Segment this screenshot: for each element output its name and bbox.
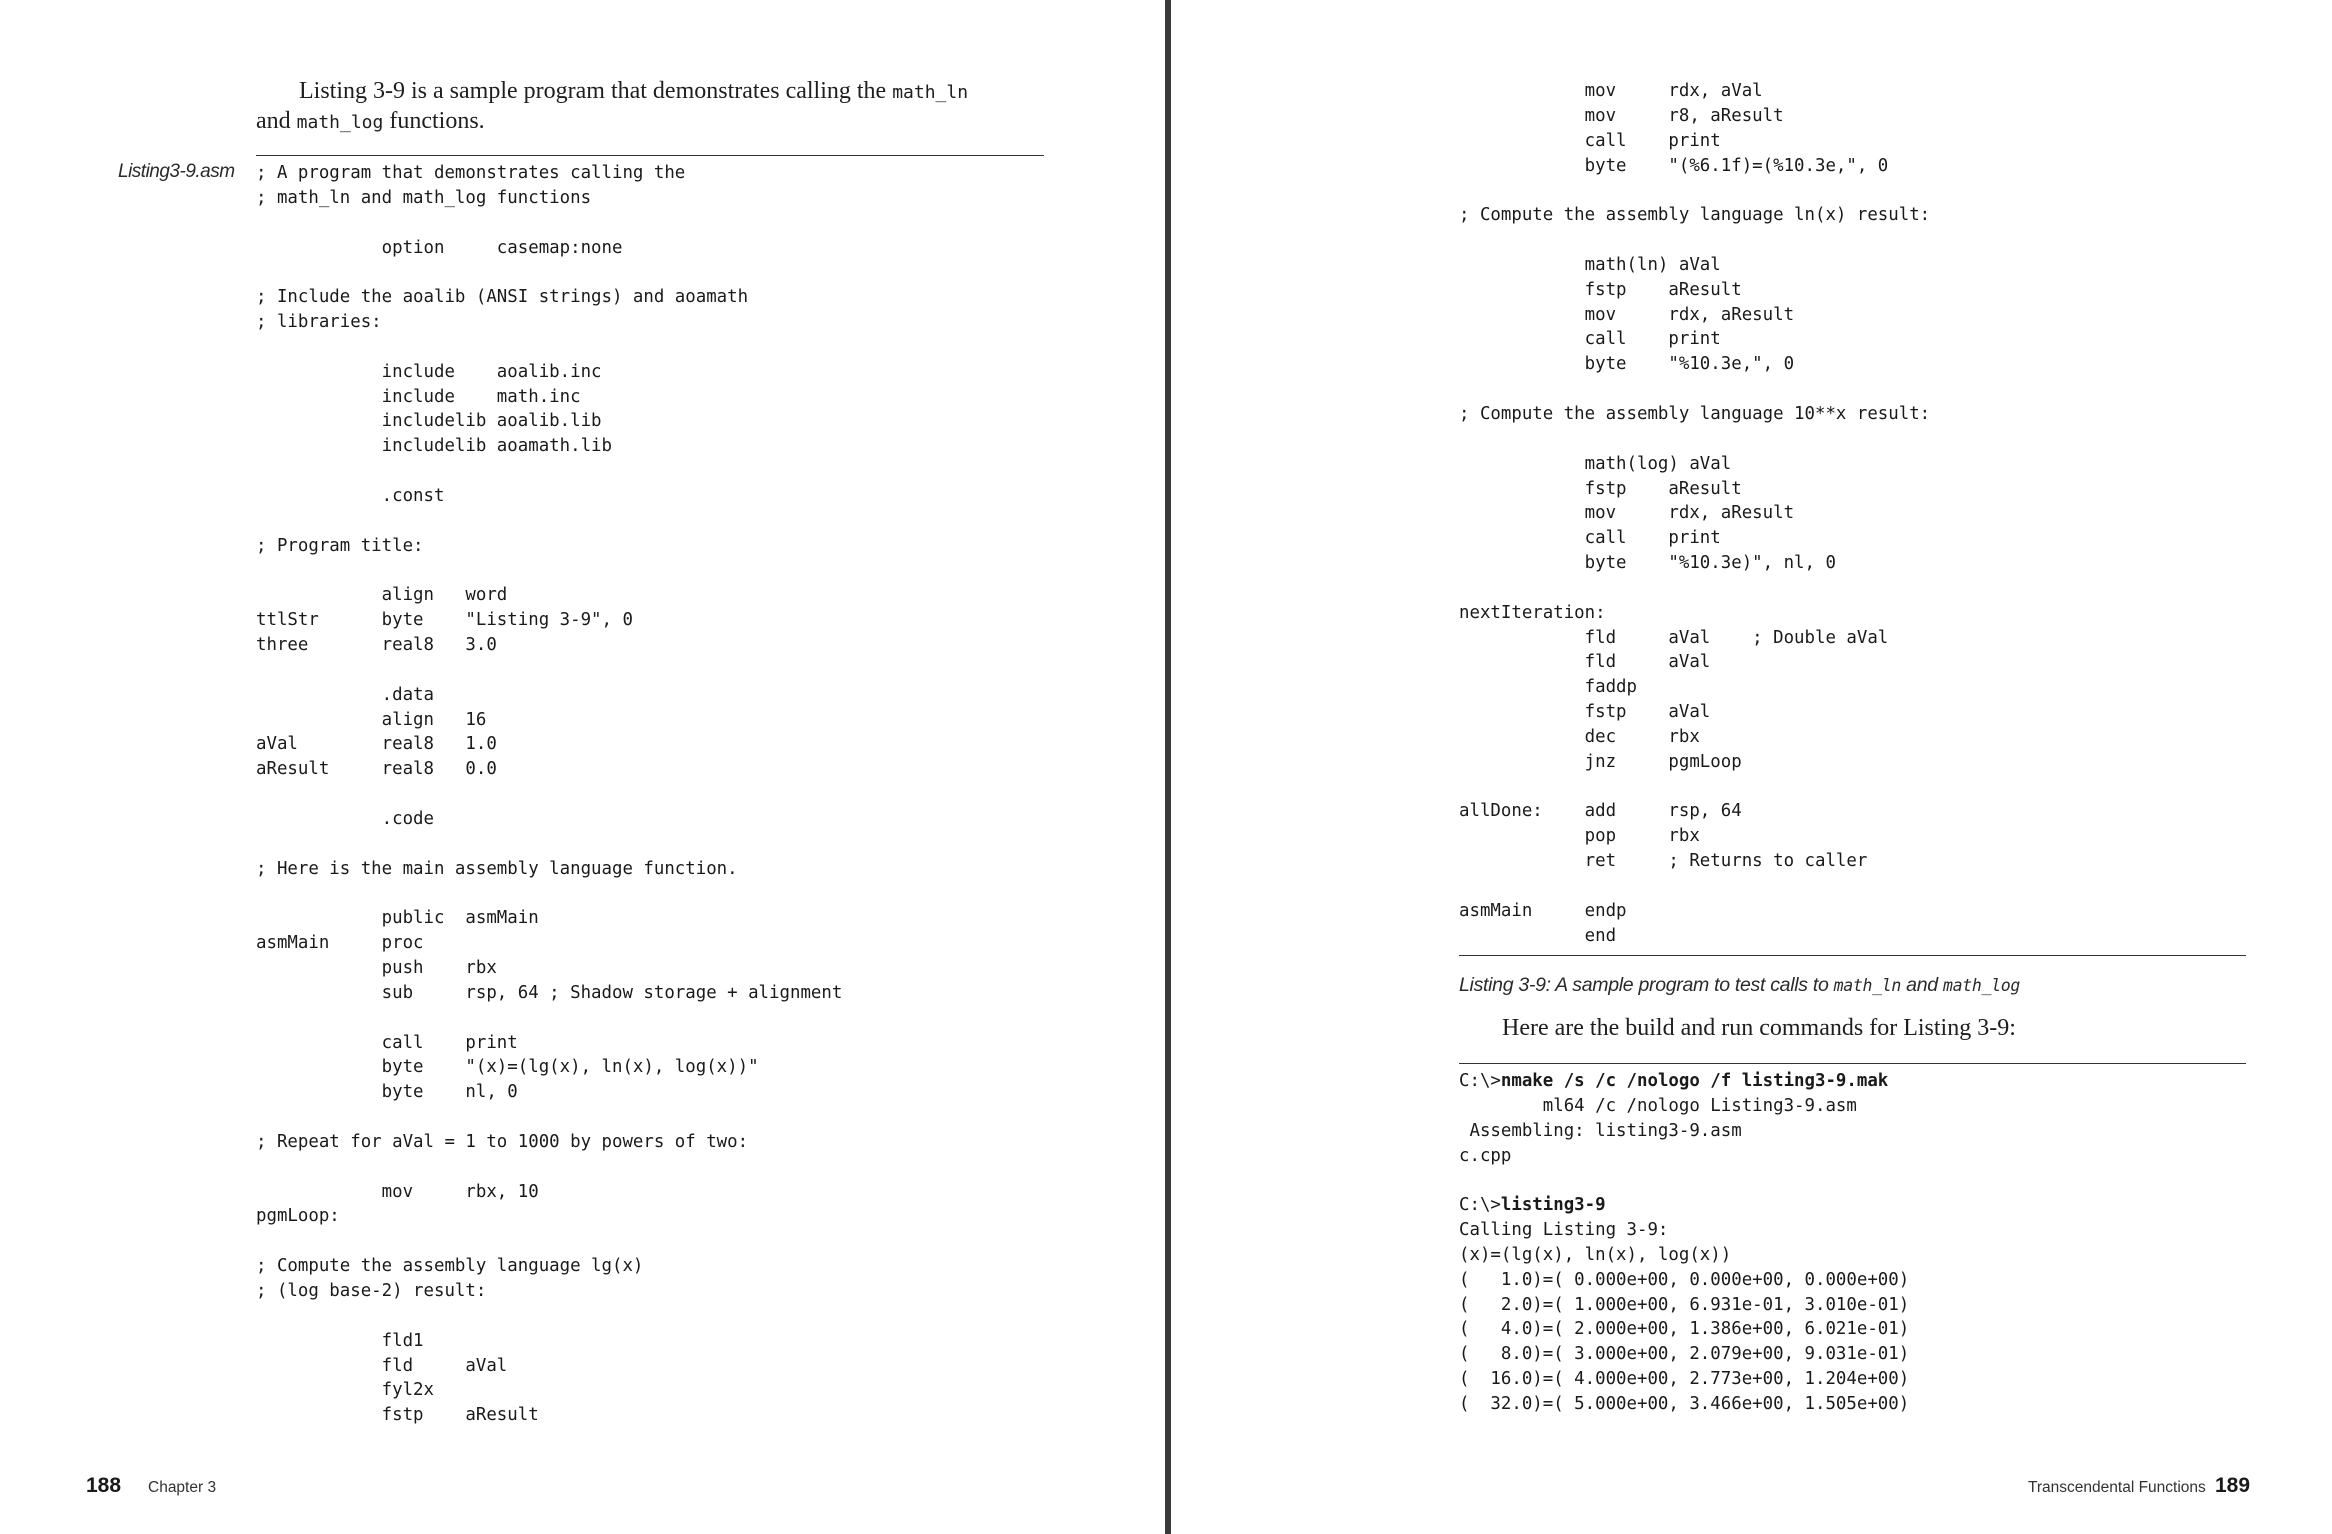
code-line: ret ; Returns to caller (1459, 851, 1868, 872)
code-line: nextIteration: (1459, 602, 1606, 623)
code-line (256, 459, 842, 484)
code-line: call print (256, 1032, 518, 1053)
page-number-right: 189 (2215, 1474, 2251, 1497)
code-line: ; Compute the assembly language 10**x result: (1459, 403, 1931, 424)
code-line: mov rdx, aResult (1459, 503, 1795, 524)
terminal-command-line-2 (1459, 1193, 1909, 1218)
code-line (256, 509, 842, 534)
code-line: asmMain endp (1459, 900, 1627, 921)
listing-bottom-rule (1459, 955, 2246, 956)
code-line: byte "%10.3e)", nl, 0 (1459, 553, 1836, 574)
code-line: .code (256, 808, 434, 829)
code-line: ; Compute the assembly language lg(x) (256, 1256, 644, 1277)
terminal-output-block-2 (1459, 1218, 1909, 1417)
terminal-line: ( 4.0)=( 2.000e+00, 1.386e+00, 6.021e-01) (1459, 1319, 1910, 1340)
code-line: aVal real8 1.0 (256, 734, 497, 755)
code-line: .const (256, 485, 445, 506)
code-line: ; math_ln and math_log functions (256, 187, 592, 208)
terminal-top-rule (1459, 1063, 2246, 1064)
caption-text-1: Listing 3-9: A sample program to test calls to (1459, 974, 1834, 996)
code-line: ; A program that demonstrates calling the (256, 163, 686, 183)
code-line: ttlStr byte "Listing 3-9", 0 (256, 610, 633, 631)
code-line: fstp aResult (1459, 279, 1742, 300)
left-page (0, 0, 1165, 1534)
code-line: dec rbx (1459, 726, 1700, 747)
code-line: asmMain proc (256, 933, 424, 954)
code-line (1459, 228, 1930, 253)
code-line (256, 1006, 842, 1031)
code-line: ; libraries: (256, 312, 382, 333)
code-line: allDone: add rsp, 64 (1459, 801, 1742, 822)
code-line: ; Repeat for aVal = 1 to 1000 by powers of two: (256, 1131, 749, 1152)
code-line: includelib aoamath.lib (256, 436, 612, 457)
running-head-left: Chapter 3 (148, 1479, 217, 1496)
code-line (256, 559, 842, 584)
code-line: sub rsp, 64 ; Shadow storage + alignment (256, 982, 843, 1003)
code-line: math(ln) aVal (1459, 254, 1721, 275)
code-line: fstp aResult (1459, 478, 1742, 499)
code-line (256, 211, 842, 236)
terminal-line: c.cpp (1459, 1145, 1512, 1166)
code-line (256, 881, 842, 906)
command: nmake /s /c /nologo /f listing3-9.mak (1500, 1071, 1889, 1091)
code-line (1459, 377, 1930, 402)
code-line: ; Here is the main assembly language function. (256, 858, 738, 879)
terminal-line: ( 1.0)=( 0.000e+00, 0.000e+00, 0.000e+00) (1459, 1269, 1910, 1290)
code-line: include math.inc (256, 386, 581, 407)
code-line: fyl2x (256, 1380, 434, 1401)
intro-paragraph (256, 77, 1059, 137)
code-line: ; (log base-2) result: (256, 1280, 487, 1301)
code-line (1459, 874, 1930, 899)
terminal-line: Calling Listing 3-9: (1459, 1220, 1669, 1241)
code-line: push rbx (256, 958, 497, 978)
code-line: jnz pgmLoop (1459, 751, 1742, 772)
code-line (256, 782, 842, 807)
terminal-output (1459, 1069, 1909, 1417)
code-line: include aoalib.inc (256, 361, 602, 382)
code-line: three real8 3.0 (256, 635, 497, 656)
caption-text-2: and (1901, 974, 1943, 996)
code-line (1459, 427, 1930, 452)
code-line: .data (256, 684, 434, 705)
terminal-line: Assembling: listing3-9.asm (1459, 1120, 1742, 1141)
code-line (256, 260, 842, 285)
terminal-line: ( 8.0)=( 3.000e+00, 2.079e+00, 9.031e-01) (1459, 1344, 1910, 1365)
code-line: ; Compute the assembly language ln(x) result: (1459, 205, 1931, 226)
terminal-line: ( 16.0)=( 4.000e+00, 2.773e+00, 1.204e+00) (1459, 1369, 1910, 1390)
code-line: byte "(%6.1f)=(%10.3e,", 0 (1459, 155, 1889, 176)
code-line: pop rbx (1459, 826, 1700, 847)
code-line: call print (1459, 329, 1721, 350)
code-line: mov r8, aResult (1459, 105, 1784, 126)
code-line: align 16 (256, 709, 487, 730)
running-head-right: Transcendental Functions (2028, 1479, 2206, 1496)
command: listing3-9 (1500, 1195, 1606, 1216)
code-line: byte nl, 0 (256, 1082, 518, 1103)
terminal-line: ml64 /c /nologo Listing3-9.asm (1459, 1095, 1857, 1116)
listing-code-right (1459, 79, 1930, 949)
code-line: align word (256, 585, 508, 606)
code-line: byte "(x)=(lg(x), ln(x), log(x))" (256, 1057, 759, 1078)
prompt: C:\> (1459, 1071, 1501, 1091)
prompt: C:\> (1459, 1195, 1501, 1216)
code-line (256, 1229, 842, 1254)
listing-filename-label: Listing3-9.asm (118, 161, 235, 182)
code-line: fld aVal (256, 1355, 508, 1376)
code-line: end (1459, 925, 1617, 946)
code-line: fld1 (256, 1330, 424, 1351)
code-line (256, 1155, 842, 1180)
code-line: aResult real8 0.0 (256, 759, 497, 780)
code-line: fld aVal (1459, 652, 1711, 673)
code-line (1459, 775, 1930, 800)
terminal-output-block-1 (1459, 1094, 1909, 1193)
intro-text-2: and (256, 108, 297, 134)
listing-code-left (256, 161, 842, 1428)
code-line: mov rdx, aResult (1459, 304, 1795, 325)
terminal-line: ( 2.0)=( 1.000e+00, 6.931e-01, 3.010e-01) (1459, 1294, 1910, 1315)
caption-code-math-log: math_log (1942, 976, 2021, 995)
code-line: fld aVal ; Double aVal (1459, 627, 1889, 648)
listing-caption (1459, 974, 2020, 997)
code-line: fstp aVal (1459, 702, 1711, 723)
page-number-left: 188 (86, 1474, 122, 1497)
intro-code-math-log: math_log (296, 112, 384, 133)
code-line (256, 832, 842, 857)
intro-code-math-ln: math_ln (892, 82, 969, 103)
code-line: ; Include the aoalib (ANSI strings) and aoamath (256, 287, 749, 308)
code-line: mov rdx, aVal (1459, 81, 1763, 101)
code-line: fstp aResult (256, 1405, 539, 1426)
code-line (256, 1105, 842, 1130)
code-line: call print (1459, 130, 1721, 151)
code-line: math(log) aVal (1459, 453, 1732, 474)
code-line (256, 1304, 842, 1329)
code-line: mov rbx, 10 (256, 1181, 539, 1202)
code-line (256, 658, 842, 683)
code-line: ; Program title: (256, 535, 424, 556)
code-line (1459, 178, 1930, 203)
code-line: faddp (1459, 677, 1637, 698)
build-run-paragraph: Here are the build and run commands for Listing 3-9: (1502, 1015, 2016, 1041)
caption-code-math-ln: math_ln (1833, 976, 1902, 995)
code-line: option casemap:none (256, 237, 623, 258)
terminal-command-line-1 (1459, 1069, 1909, 1094)
right-page (1171, 0, 2332, 1534)
code-line (256, 335, 842, 360)
terminal-line: ( 32.0)=( 5.000e+00, 3.466e+00, 1.505e+00) (1459, 1393, 1910, 1414)
listing-top-rule (256, 155, 1044, 156)
intro-text-3: functions. (383, 108, 485, 134)
code-line: call print (1459, 528, 1721, 549)
code-line: byte "%10.3e,", 0 (1459, 354, 1795, 375)
intro-text-1: Listing 3-9 is a sample program that demonstrates calling the (299, 78, 893, 104)
code-line: public asmMain (256, 908, 539, 929)
terminal-line (1459, 1168, 1909, 1193)
code-line (1459, 576, 1930, 601)
code-line: pgmLoop: (256, 1206, 340, 1227)
terminal-line: (x)=(lg(x), ln(x), log(x)) (1459, 1244, 1732, 1265)
code-line: includelib aoalib.lib (256, 411, 602, 432)
